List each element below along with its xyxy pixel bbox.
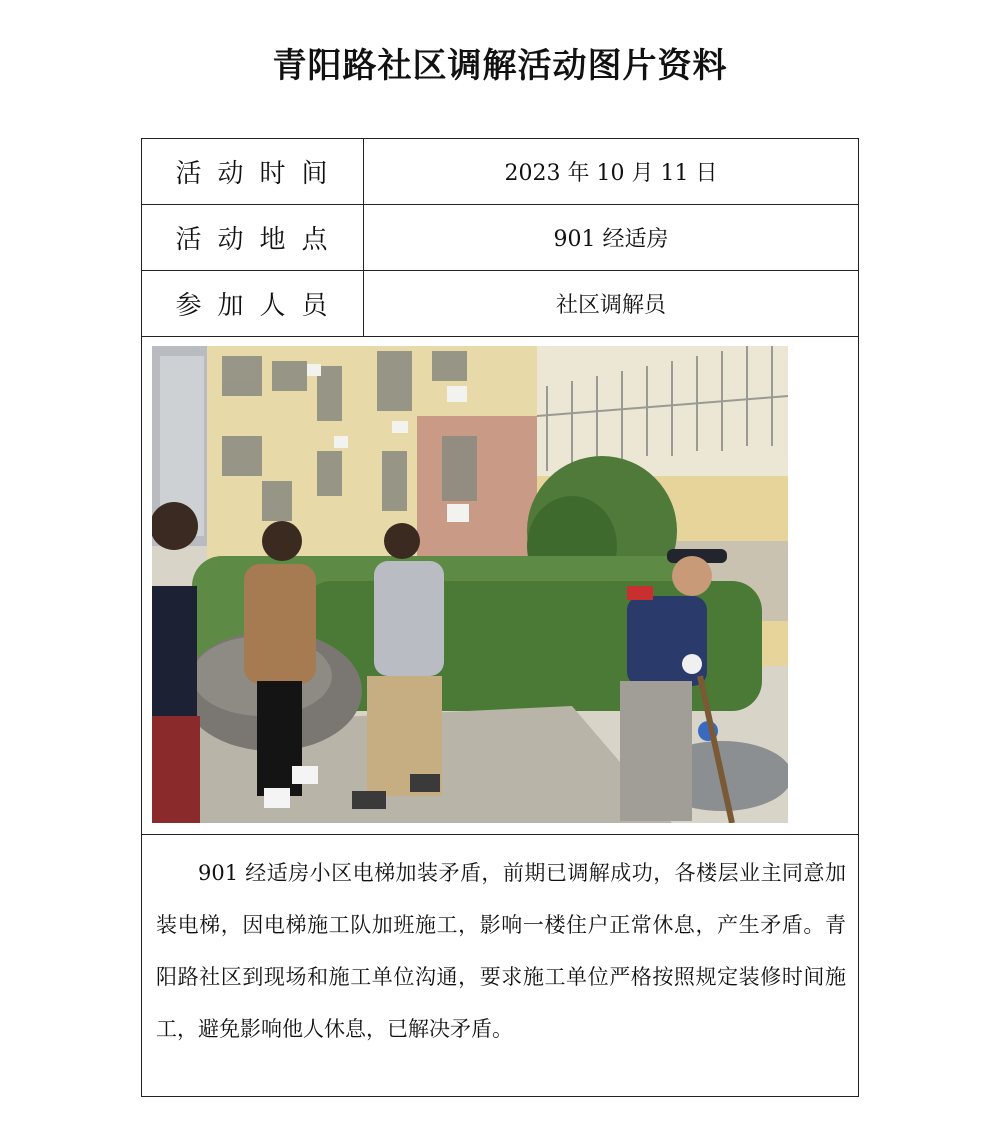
value-activity-location: 901 经适房 [553,227,669,252]
activity-table [141,138,859,1097]
table-row-location [142,205,858,271]
page-title: 青阳路社区调解活动图片资料 [272,46,728,86]
label-activity-location: 活动地点 [142,205,364,270]
activity-photo [152,346,788,823]
description-cell [142,835,858,1098]
value-participants: 社区调解员 [555,293,666,318]
activity-description: 901 经适房小区电梯加装矛盾，前期已调解成功，各楼层业主同意加装电梯，因电梯施工队加班施工，影响一楼住户正常休息，产生矛盾。青阳路社区到现场和施工单位沟通，要求施工单位严格按照规定装修时间施工，避免影响他人休息，已解决矛盾。 [156,861,846,1041]
label-participants: 参加人员 [142,271,364,336]
table-row-time [142,139,858,205]
table-row-participants [142,271,858,337]
photo-cell [142,337,858,835]
label-activity-time: 活动时间 [142,139,364,204]
value-activity-time: 2023 年 10 月 11 日 [504,161,718,186]
photo-mediation-scene-icon [152,346,788,823]
